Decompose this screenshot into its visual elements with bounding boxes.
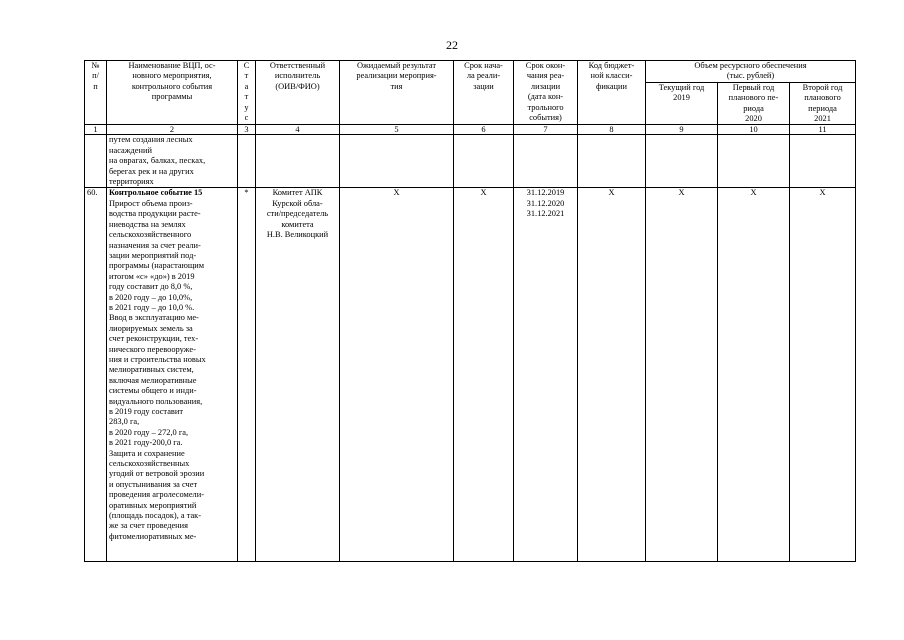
col-num-9: 9 xyxy=(646,125,718,135)
text-line: Комитет АПК xyxy=(272,188,323,198)
text-line: а xyxy=(244,81,249,91)
text-line: Защита и сохранение xyxy=(109,448,185,458)
header-status xyxy=(238,61,256,125)
text-line: сельскохозяйственного xyxy=(109,230,192,240)
text-line: ния и строительства новых xyxy=(109,354,206,364)
column-number-row xyxy=(85,125,856,135)
text-line: фитомелиоративных ме- xyxy=(109,531,197,541)
text-line: планового пе- xyxy=(728,93,779,103)
col-num-2: 2 xyxy=(107,125,238,135)
header-expected xyxy=(340,61,454,125)
text-line: комитета xyxy=(281,219,314,229)
col-num-11: 11 xyxy=(790,125,856,135)
text-line: (площадь посадок), а так- xyxy=(109,511,202,521)
text-line: оративных мероприятий xyxy=(109,500,197,510)
text-line: 31.12.2020 xyxy=(526,198,565,208)
text-line: 2021 xyxy=(814,114,831,124)
text-line: зации мероприятий под- xyxy=(109,250,197,260)
text-line: ной класси- xyxy=(590,71,633,81)
text-line: п/ xyxy=(92,71,99,81)
text-line: исполнитель xyxy=(274,71,321,81)
text-line: нического перевооруже- xyxy=(109,344,196,354)
header-year-first xyxy=(718,82,790,125)
text-line: риода xyxy=(743,103,764,113)
text-line: и опустынивания за счет xyxy=(109,479,198,489)
text-line: сти/председатель xyxy=(266,209,329,219)
text-line: Второй год xyxy=(802,82,843,92)
text-line: события) xyxy=(529,113,562,123)
text-line: на оврагах, балках, песках, xyxy=(109,156,206,166)
text-line: ла реали- xyxy=(466,71,501,81)
header-resources xyxy=(646,61,856,83)
col-num-7: 7 xyxy=(514,125,578,135)
text-line: лизации xyxy=(530,81,561,91)
text-line: Наименование ВЦП, ос- xyxy=(128,61,216,70)
row-number: 60. xyxy=(85,188,107,562)
text-line: у xyxy=(244,102,249,112)
col-num-1: 1 xyxy=(85,125,107,135)
text-line: 31.12.2019 xyxy=(526,188,565,198)
text-line: Срок нача- xyxy=(464,61,503,70)
text-line: лиорируемых земель за xyxy=(109,323,193,333)
responsible-executor xyxy=(256,188,340,562)
text-line: году составит до 8,0 %, xyxy=(109,282,193,292)
col-num-3: 3 xyxy=(238,125,256,135)
text-line: Курской обла- xyxy=(272,198,323,208)
header-num xyxy=(85,61,107,125)
table-row-60 xyxy=(85,188,856,562)
text-line: чания реа- xyxy=(526,71,565,81)
header-end xyxy=(514,61,578,125)
text-line: в 2019 году составит xyxy=(109,407,184,416)
expected-result: Х xyxy=(340,188,454,562)
text-line: трольного xyxy=(527,102,564,112)
budget-code: Х xyxy=(578,188,646,562)
status-mark: * xyxy=(238,188,256,562)
text-line: 31.12.2021 xyxy=(526,209,565,219)
text-line: счет реконструкции, тех- xyxy=(109,334,199,344)
text-line: С xyxy=(243,61,250,70)
text-line: 2019 xyxy=(673,93,690,103)
text-line: программы xyxy=(151,92,193,102)
text-line: новного мероприятия, xyxy=(132,71,212,81)
text-line: в 2021 году-200,0 га. xyxy=(109,438,183,448)
text-line: планового xyxy=(804,93,841,103)
text-line: Объем ресурсного обеспечения xyxy=(694,61,807,70)
col-num-10: 10 xyxy=(718,125,790,135)
text-line: Прирост объема произ- xyxy=(109,198,193,208)
amount-second-year: Х xyxy=(790,188,856,562)
text-line: проведения агролесомели- xyxy=(109,490,204,500)
header-year-current xyxy=(646,82,718,125)
text-line: включая мелиоративные xyxy=(109,375,197,385)
col-num-6: 6 xyxy=(454,125,514,135)
text-line: с xyxy=(244,113,249,123)
amount-first-year: Х xyxy=(718,188,790,562)
text-line: реализации мероприя- xyxy=(356,71,437,81)
end-dates xyxy=(514,188,578,562)
continuation-name xyxy=(107,135,238,188)
text-line: (дата кон- xyxy=(527,92,564,102)
text-line: путем создания лесных xyxy=(109,135,193,145)
text-line: Код бюджет- xyxy=(588,61,635,70)
page-number: 22 xyxy=(446,38,458,52)
text-line: периода xyxy=(808,103,837,113)
text-line: фикации xyxy=(595,81,627,91)
text-line: берегах рек и на других xyxy=(109,166,194,176)
text-line: Ввод в эксплуатацию ме- xyxy=(109,313,199,323)
header-responsible xyxy=(256,61,340,125)
text-line: т xyxy=(244,71,249,81)
col-num-4: 4 xyxy=(256,125,340,135)
header-budget-code xyxy=(578,61,646,125)
text-line: Н.В. Великоцкий xyxy=(266,230,329,240)
text-line: Первый год xyxy=(732,82,775,92)
header-start xyxy=(454,61,514,125)
text-line: же за счет проведения xyxy=(109,521,189,531)
text-line: в 2020 году – 272,0 га, xyxy=(109,427,189,437)
text-line: Ответственный xyxy=(269,61,326,70)
text-line: угодий от ветровой эрозии xyxy=(109,469,205,479)
text-line: № xyxy=(91,61,100,70)
event-description xyxy=(107,188,238,562)
text-line: водства продукции расте- xyxy=(109,209,201,219)
text-line: территориях xyxy=(109,177,154,187)
text-line: тия xyxy=(390,81,403,91)
header-name xyxy=(107,61,238,125)
header-row-1 xyxy=(85,61,856,83)
amount-current-year: Х xyxy=(646,188,718,562)
program-table xyxy=(84,60,856,562)
text-line: (тыс. рублей) xyxy=(726,71,775,81)
text-line: ниеводства на землях xyxy=(109,219,186,229)
text-line: назначения за счет реали- xyxy=(109,240,201,250)
text-line: в 2021 году – до 10,0 %. xyxy=(109,302,195,312)
text-line: сельскохозяйственных xyxy=(109,459,190,469)
text-line: видуального пользования, xyxy=(109,396,203,406)
text-line: в 2020 году – до 10,0%, xyxy=(109,292,193,302)
text-line: насаждений xyxy=(109,145,152,155)
start-date: Х xyxy=(454,188,514,562)
text-line: контрольного события xyxy=(131,81,213,91)
text-line: п xyxy=(93,81,98,91)
text-line: зации xyxy=(473,81,494,91)
text-line: итогом «с» «до») в 2019 xyxy=(109,271,195,281)
text-line: мелиоративных систем, xyxy=(109,365,194,375)
text-line: Текущий год xyxy=(658,82,705,92)
text-line: Ожидаемый результат xyxy=(356,61,437,70)
text-line: 2020 xyxy=(745,114,762,124)
header-year-second xyxy=(790,82,856,125)
text-line: системы общего и инди- xyxy=(109,386,197,396)
text-line: программы (нарастающим xyxy=(109,261,205,271)
text-line: (ОИВ/ФИО) xyxy=(275,81,320,91)
col-num-5: 5 xyxy=(340,125,454,135)
col-num-8: 8 xyxy=(578,125,646,135)
table-row-continuation xyxy=(85,135,856,188)
text-line: 283,0 га, xyxy=(109,417,140,427)
text-line: Срок окон- xyxy=(525,61,566,70)
event-title: Контрольное событие 15 xyxy=(109,188,203,198)
text-line: т xyxy=(244,92,249,102)
